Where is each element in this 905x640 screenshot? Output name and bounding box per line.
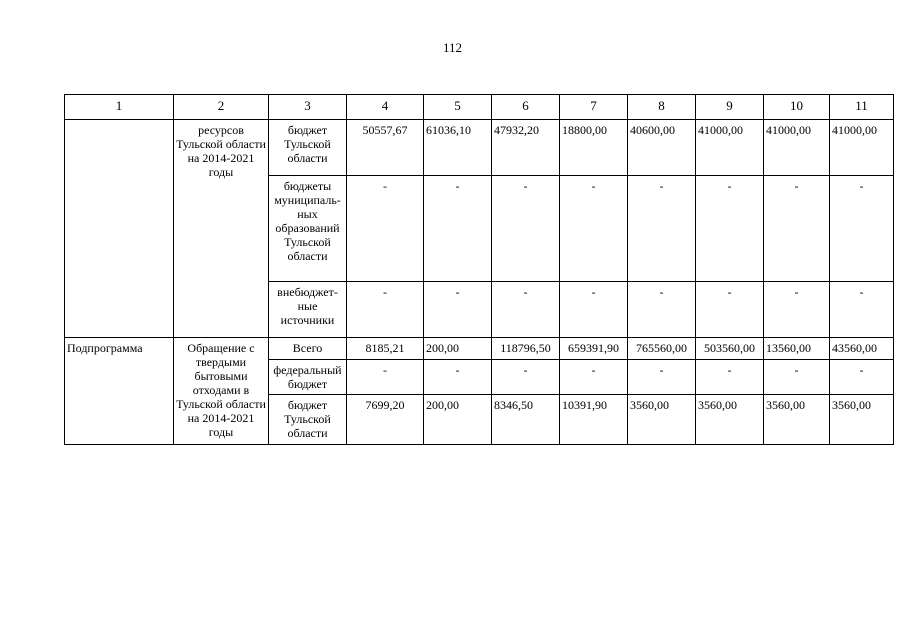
value-cell: - (628, 282, 696, 338)
table-row (65, 120, 894, 176)
value-cell: - (347, 282, 424, 338)
value-cell: - (347, 360, 424, 395)
value-cell: 659391,90 (560, 338, 628, 360)
value-cell: - (830, 360, 894, 395)
header-cell: 7 (560, 95, 628, 120)
value-cell: 7699,20 (347, 395, 424, 445)
value-cell: 3560,00 (696, 395, 764, 445)
value-cell: 40600,00 (628, 120, 696, 176)
value-cell: - (628, 360, 696, 395)
header-cell: 1 (65, 95, 174, 120)
value-cell: 41000,00 (830, 120, 894, 176)
value-cell: - (424, 176, 492, 282)
value-cell: - (696, 176, 764, 282)
value-cell: 3560,00 (764, 395, 830, 445)
value-cell: 8346,50 (492, 395, 560, 445)
value-cell: 200,00 (424, 338, 492, 360)
value-cell: 47932,20 (492, 120, 560, 176)
value-cell: 61036,10 (424, 120, 492, 176)
header-cell: 5 (424, 95, 492, 120)
value-cell: - (424, 360, 492, 395)
header-cell: 6 (492, 95, 560, 120)
value-cell: - (696, 360, 764, 395)
page-number: 112 (442, 40, 463, 55)
value-cell: 41000,00 (696, 120, 764, 176)
value-cell: 43560,00 (830, 338, 894, 360)
funding-source-cell: внебюджет-ные источники (269, 282, 347, 338)
value-cell: - (830, 176, 894, 282)
budget-table (64, 94, 894, 445)
value-cell: - (560, 360, 628, 395)
program-name-cell: ресурсов Тульской области на 2014-2021 годы (174, 120, 269, 338)
header-row (65, 95, 894, 120)
value-cell: - (696, 282, 764, 338)
header-cell: 9 (696, 95, 764, 120)
header-cell: 2 (174, 95, 269, 120)
program-type-cell: Подпрограмма (65, 338, 174, 445)
value-cell: 41000,00 (764, 120, 830, 176)
funding-source-cell: Всего (269, 338, 347, 360)
header-cell: 10 (764, 95, 830, 120)
value-cell: 3560,00 (830, 395, 894, 445)
value-cell: - (347, 176, 424, 282)
value-cell: - (560, 282, 628, 338)
header-cell: 4 (347, 95, 424, 120)
value-cell: 8185,21 (347, 338, 424, 360)
value-cell: - (764, 176, 830, 282)
table-row (65, 338, 894, 360)
value-cell: - (628, 176, 696, 282)
value-cell: - (492, 176, 560, 282)
value-cell: 18800,00 (560, 120, 628, 176)
value-cell: - (560, 176, 628, 282)
funding-source-cell: федеральный бюджет (269, 360, 347, 395)
value-cell: 10391,90 (560, 395, 628, 445)
header-cell: 8 (628, 95, 696, 120)
value-cell: 118796,50 (492, 338, 560, 360)
value-cell: - (492, 282, 560, 338)
header-cell: 11 (830, 95, 894, 120)
value-cell: 3560,00 (628, 395, 696, 445)
value-cell: - (830, 282, 894, 338)
value-cell: - (492, 360, 560, 395)
program-name-cell: Обращение с твердыми бытовыми отходами в Тульской области на 2014-2021 годы (174, 338, 269, 445)
value-cell: - (764, 360, 830, 395)
value-cell: 200,00 (424, 395, 492, 445)
value-cell: - (424, 282, 492, 338)
value-cell: 503560,00 (696, 338, 764, 360)
value-cell: 50557,67 (347, 120, 424, 176)
funding-source-cell: бюджет Тульской области (269, 395, 347, 445)
funding-source-cell: бюджет Тульской области (269, 120, 347, 176)
value-cell: - (764, 282, 830, 338)
program-type-cell (65, 120, 174, 338)
value-cell: 13560,00 (764, 338, 830, 360)
funding-source-cell: бюджеты муниципаль-ных образований Тульской области (269, 176, 347, 282)
header-cell: 3 (269, 95, 347, 120)
value-cell: 765560,00 (628, 338, 696, 360)
